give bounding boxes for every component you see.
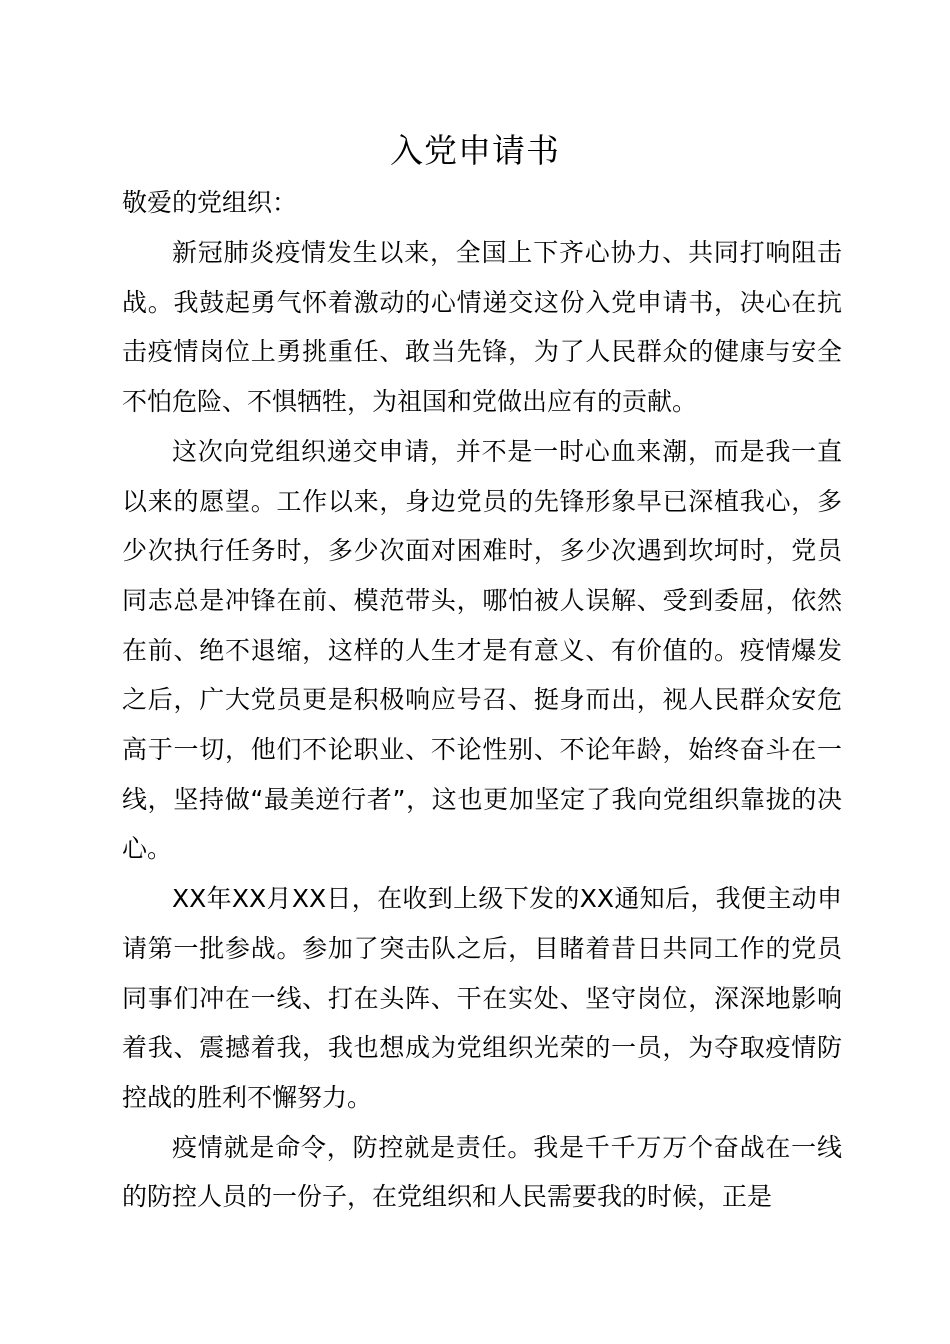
salutation: 敬爱的党组织：: [122, 188, 298, 217]
paragraph: 这次向党组织递交申请，并不是一时心血来潮，而是我一直以来的愿望。工作以来，身边党员的先锋形象早已深植我心，多少次执行任务时，多少次面对困难时，多少次遇到坎坷时，党员同志总是冲锋在前、模范带头，哪怕被人误解、受到委屈，依然在前、绝不退缩，这样的人生才是有意义、有价值的。疫情爆发之后，广大党员更是积极响应号召、挺身而出，视人民群众安危高于一切，他们不论职业、不论性别、不论年龄，始终奋斗在一线，坚持做“最美逆行者”，这也更加坚定了我向党组织靠拢的决心。: [122, 436, 842, 864]
paragraph: 疫情就是命令，防控就是责任。我是千千万万个奋战在一线的防控人员的一份子，在党组织和人民需要我的时候，正是: [122, 1132, 842, 1212]
document-body: [122, 228, 842, 1222]
paragraph: 新冠肺炎疫情发生以来，全国上下齐心协力、共同打响阻击战。我鼓起勇气怀着激动的心情递交这份入党申请书，决心在抗击疫情岗位上勇挑重任、敢当先锋，为了人民群众的健康与安全不怕危险、不惧牺牲，为祖国和党做出应有的贡献。: [122, 238, 842, 417]
paragraph: XX年XX月XX日，在收到上级下发的XX通知后，我便主动申请第一批参战。参加了突击队之后，目睹着昔日共同工作的党员同事们冲在一线、打在头阵、干在实处、坚守岗位，深深地影响着我、震撼着我，我也想成为党组织光荣的一员，为夺取疫情防控战的胜利不懈努力。: [122, 884, 842, 1112]
document-title: 入党申请书: [390, 131, 560, 170]
